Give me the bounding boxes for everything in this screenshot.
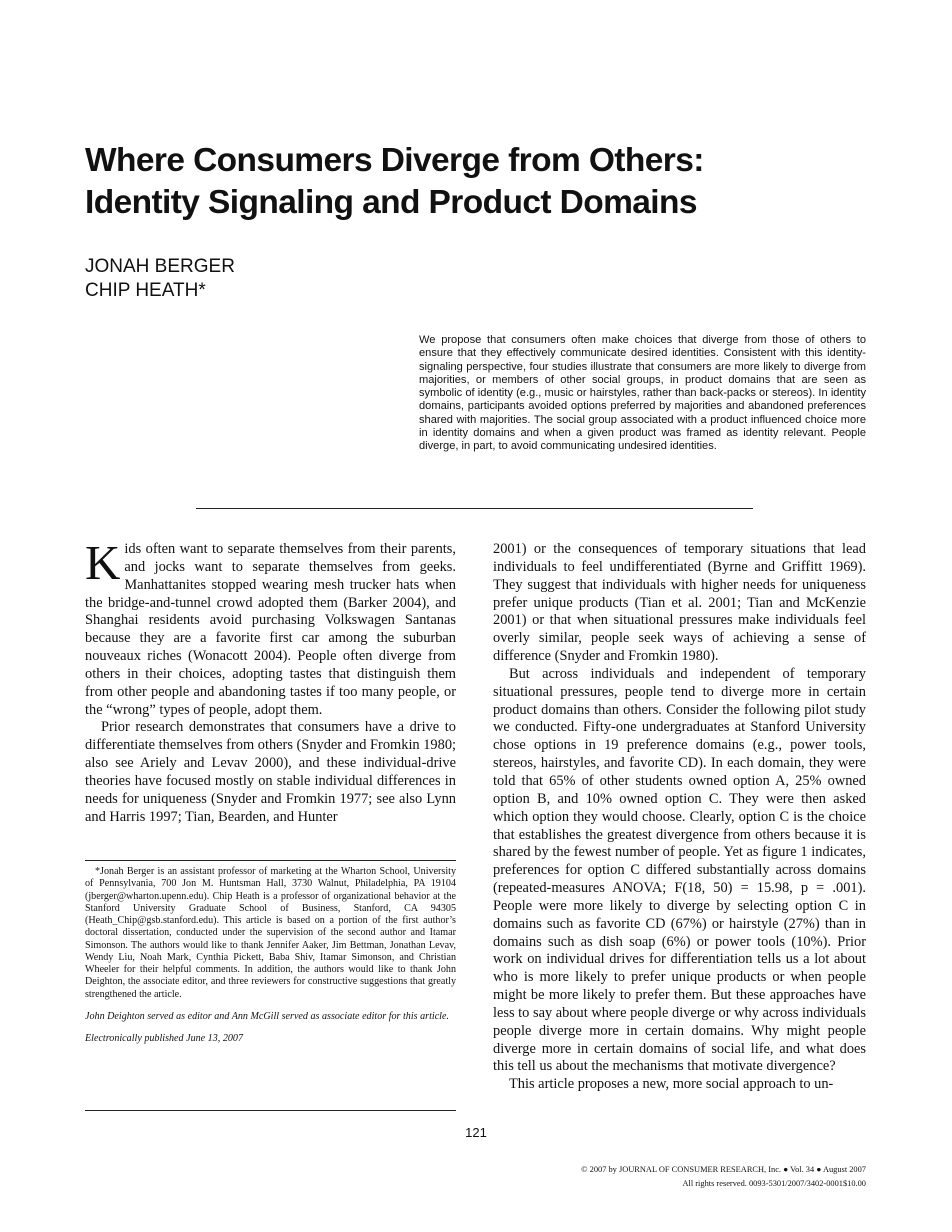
footnote-divider	[85, 860, 456, 861]
author-footnote	[85, 866, 456, 1045]
section-divider	[196, 508, 753, 509]
publication-note: Electronically published June 13, 2007	[85, 1033, 244, 1044]
footnote-text: *Jonah Berger is an assistant professor of marketing at the Wharton School, University of Pennsylvania, 700 Jon M. Huntsman Hall, 3730 Walnut, Philadelphia, PA 19104 (jberger@wharton.upenn.edu). Chip Heath is a professor of organizational behavior at the Stanford University Graduate School of Business, Stanford, CA 94305 (Heath_Chip@gsb.stanford.edu). This article is based on a portion of the first author’s doctoral dissertation, conducted under the supervision of the second author and Itamar Simonson. The authors would like to thank Jennifer Aaker, Jim Bettman, Jonathan Levav, Wendy Liu, Noah Mark, Cynthia Pickett, Baba Shiv, Itamar Simonson, and Christian Wheeler for their helpful comments. In addition, the authors would like to thank John Deighton, the associate editor, and three reviewers for constructive suggestions that greatly strengthened the article.	[85, 866, 456, 1000]
body-column-right	[493, 541, 866, 1094]
copyright-line: All rights reserved. 0093-5301/2007/3402-0001$10.00	[682, 1178, 866, 1188]
footnote-bottom-rule	[85, 1110, 456, 1111]
page-number: 121	[465, 1125, 487, 1140]
article-title-line: Identity Signaling and Product Domains	[85, 184, 697, 221]
abstract: We propose that consumers often make choices that diverge from those of others to ensure that they effectively communicate desired identities. Consistent with this identity-signaling perspective, four studies illustrate that consumers are more likely to diverge from majorities, or members of other social groups, in product domains that are seen as symbolic of identity (e.g., music or hairstyles, rather than back-packs or stereos). In identity domains, participants avoided options preferred by majorities and abandoned preferences shared with majorities. The social group associated with a product influenced choice more in identity domains and when a given product was framed as identity relevant. People diverge, in part, to avoid communicating undesired identities.	[419, 334, 866, 453]
copyright-notice	[581, 1163, 866, 1190]
author-name: JONAH BERGER	[85, 256, 235, 277]
article-title	[85, 140, 885, 224]
author-name: CHIP HEATH*	[85, 280, 206, 301]
body-paragraph-text: ids often want to separate themselves from their parents, and jocks want to separate themselves from geeks. Manhattanites stopped wearing mesh trucker hats when the bridge-and-tunnel crowd adopted them (Barker 2004), and Shanghai residents avoid purchasing Volkswagen Santanas because they are a favorite first car among the suburban nouveaux riches (Wonacott 2004). People often diverge from others in their choices, adopting tastes that distinguish them from other people and abandoning tastes if too many people, or the “wrong” types of people, adopt them.	[85, 541, 456, 718]
body-paragraph	[85, 535, 456, 719]
article-title-line: Where Consumers Diverge from Others:	[85, 142, 704, 179]
copyright-line: © 2007 by JOURNAL OF CONSUMER RESEARCH, Inc. ● Vol. 34 ● August 2007	[581, 1165, 866, 1174]
editor-note: John Deighton served as editor and Ann McGill served as associate editor for this article.	[85, 1010, 449, 1022]
body-column-left	[85, 535, 457, 827]
body-paragraph: Prior research demonstrates that consumers have a drive to differentiate themselves from others (Snyder and Fromkin 1980; also see Ariely and Levav 2000), and these individual-drive theories have focused mostly on stable individual differences in needs for uniqueness (Snyder and Fromkin 1977; see also Lynn and Harris 1997; Tian, Bearden, and Hunter	[85, 719, 457, 825]
body-paragraph: 2001) or the consequences of temporary situations that lead individuals to feel undifferentiated (Byrne and Griffitt 1969). They suggest that individuals with higher needs for uniqueness prefer unique products (Tian et al. 2001; Tian and McKenzie 2001) or that when situational pressures make individuals feel overly similar, people seek ways of achieving a sense of difference (Snyder and Fromkin 1980).	[493, 541, 866, 665]
body-paragraph: This article proposes a new, more social approach to un-	[509, 1076, 834, 1093]
drop-cap: K	[85, 535, 121, 590]
author-list	[85, 255, 235, 303]
body-paragraph: But across individuals and independent of temporary situational pressures, people tend to diverge more in certain product domains than others. Consider the following pilot study we conducted. Fifty-one undergraduates at Stanford University chose options in 19 preference domains (e.g., power tools, stereos, hairstyles, and favorite CD). In each domain, they were told that 65% of other students owned option A, 25% owned option B, and 10% owned option C. They were then asked which option they would choose. Clearly, option C is the choice that establishes the greatest divergence from others because it is shared by the fewest number of people. Yet as figure 1 indicates, preferences for option C differed substantially across domains (repeated-measures ANOVA; F(18, 50) = 15.98, p = .001). People were more likely to diverge by selecting option C in domains such as favorite CD (67%) or hairstyle (27%) than in domains such as dish soap (6%) or power tools (10%). Prior work on individual drives for differentiation tells us a lot about who is more likely to prefer unique products or when people might be more likely to prefer them. But these approaches have less to say about where people diverge or why across individuals people diverge more in certain domains. Why might people diverge more in certain domains of social life, and what does this tell us about the mechanisms that motivate divergence?	[493, 665, 867, 1075]
